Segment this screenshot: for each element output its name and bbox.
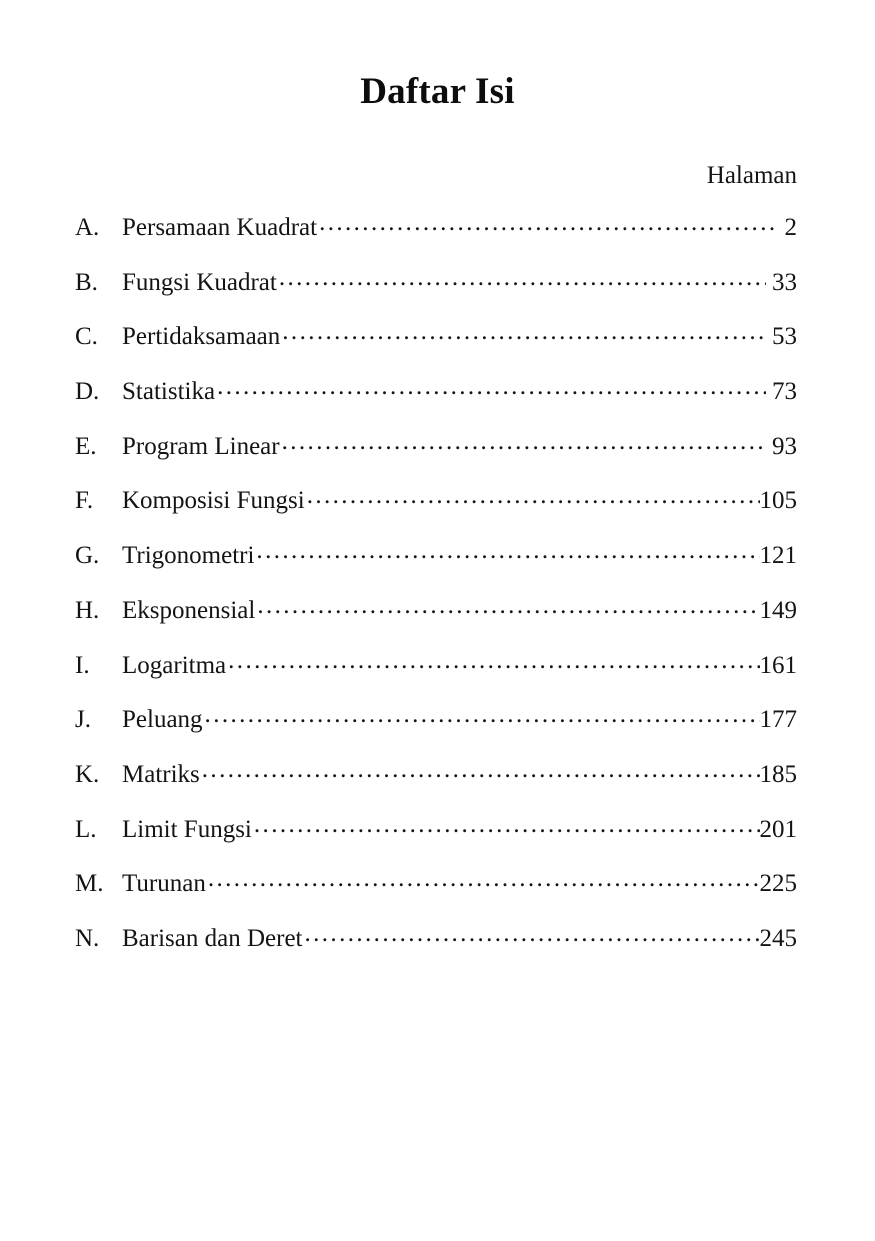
toc-entry-page-number: 33 (772, 268, 797, 296)
toc-dot-leader (217, 374, 766, 399)
toc-entry[interactable] (75, 265, 797, 320)
toc-entry-label: Logaritma (122, 651, 227, 679)
toc-entry-letter: I. (75, 651, 90, 679)
toc-entry-page-number: 121 (759, 542, 797, 570)
toc-entry-letter: A. (75, 214, 100, 241)
toc-entry-letter: C. (75, 323, 98, 351)
toc-entry[interactable] (75, 866, 797, 921)
toc-dot-leader (202, 757, 760, 782)
toc-entry[interactable] (75, 538, 797, 593)
toc-entry-page-number: 225 (759, 870, 797, 898)
toc-entry-page-number: 161 (759, 651, 797, 679)
toc-entry-page-number: 2 (784, 214, 797, 241)
toc-entry[interactable] (75, 812, 797, 867)
toc-entry-label: Peluang (122, 706, 203, 734)
toc-dot-leader (282, 319, 766, 344)
toc-entry-letter: D. (75, 378, 100, 406)
toc-entry-page-number: 201 (759, 815, 797, 843)
toc-entry-letter: N. (75, 924, 100, 952)
toc-entry-page-number: 105 (759, 487, 797, 515)
toc-entry-label: Matriks (122, 760, 200, 788)
toc-entry-label: Program Linear (122, 432, 280, 460)
toc-entry-letter: E. (75, 432, 97, 460)
toc-entry-label: Pertidaksamaan (122, 323, 281, 351)
toc-dot-leader (282, 429, 766, 454)
toc-entry-label: Limit Fungsi (122, 815, 252, 843)
toc-entry-letter: B. (75, 268, 98, 296)
toc-dot-leader (228, 648, 759, 673)
toc-dot-leader (205, 702, 760, 727)
toc-entry[interactable] (75, 648, 797, 703)
toc-entry[interactable] (75, 757, 797, 812)
toc-entry-label: Statistika (122, 378, 216, 406)
toc-dot-leader (304, 921, 759, 946)
toc-entry-letter: G. (75, 542, 100, 570)
page-title: Daftar Isi (360, 71, 515, 112)
toc-entry[interactable] (75, 593, 797, 648)
toc-entry-page-number: 245 (759, 924, 797, 952)
toc-entry-label: Komposisi Fungsi (122, 487, 305, 515)
toc-entry-page-number: 177 (759, 706, 797, 734)
toc-entry-letter: L. (75, 815, 97, 843)
toc-entry-label: Fungsi Kuadrat (122, 268, 277, 296)
toc-entry[interactable] (75, 702, 797, 757)
toc-entry-label: Eksponensial (122, 596, 256, 624)
toc-entry-letter: K. (75, 760, 100, 788)
toc-entry-letter: M. (75, 870, 104, 898)
toc-entry[interactable] (75, 210, 797, 265)
toc-entry-page-number: 185 (759, 760, 797, 788)
toc-entry-label: Trigonometri (122, 542, 255, 570)
toc-dot-leader (208, 866, 760, 891)
toc-entry[interactable] (75, 319, 797, 374)
toc-entry[interactable] (75, 483, 797, 538)
toc-entry-letter: H. (75, 596, 100, 624)
toc-dot-leader (254, 812, 760, 837)
toc-entry[interactable] (75, 429, 797, 484)
toc-dot-leader (256, 538, 759, 563)
toc-entry-page-number: 73 (772, 378, 797, 406)
toc-entry-letter: J. (75, 706, 91, 734)
toc-entry-page-number: 53 (772, 323, 797, 351)
toc-dot-leader (257, 593, 759, 618)
column-header-halaman: Halaman (706, 162, 797, 189)
toc-entry[interactable] (75, 921, 797, 976)
toc-entry-page-number: 93 (772, 432, 797, 460)
toc-dot-leader (307, 483, 760, 508)
toc-dot-leader (319, 210, 778, 235)
toc-entry-label: Persamaan Kuadrat (122, 214, 318, 241)
toc-entry-label: Turunan (122, 870, 206, 898)
toc-entry-page-number: 149 (759, 596, 797, 624)
toc-entry-letter: F. (75, 487, 94, 515)
toc-entry-label: Barisan dan Deret (122, 924, 303, 952)
table-of-contents (75, 210, 797, 976)
toc-entry[interactable] (75, 374, 797, 429)
toc-dot-leader (279, 265, 766, 290)
